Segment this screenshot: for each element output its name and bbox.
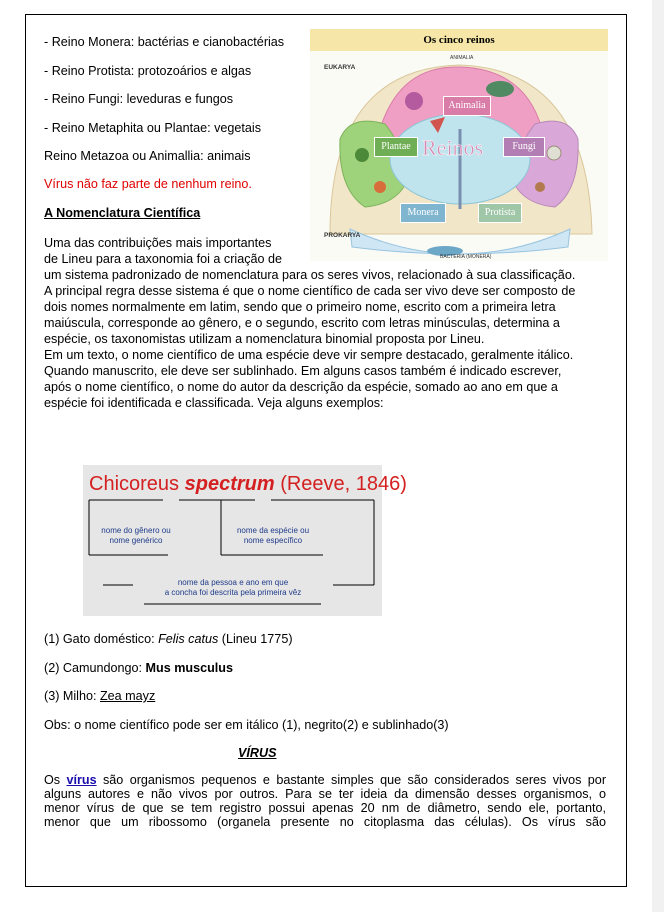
- genus-label: nome do gênero ou nome genérico: [101, 526, 171, 545]
- virus-heading: VÍRUS: [238, 746, 277, 760]
- label-fungi: Fungi: [503, 137, 545, 157]
- paragraph-line: Em um texto, o nome científico de uma espécie deve vir sempre destacado, geralmente itálico.: [44, 348, 574, 362]
- paragraph-line: espécie foi identificada e classificada. Veja alguns exemplos:: [44, 396, 384, 410]
- kingdoms-diagram: [310, 29, 608, 261]
- scrollbar[interactable]: [652, 0, 664, 912]
- label-monera: Monera: [400, 203, 446, 223]
- nomenclature-paragraph-narrow: [44, 235, 282, 267]
- sci-genus: Chicoreus: [89, 473, 180, 495]
- paragraph-line: Os vírus são organismos pequenos e bastante simples que são considerados seres vivos por: [44, 773, 607, 787]
- paragraph-line: dois nomes normalmente em latim, sendo que o primeiro nome, escrito com a primeira letra: [44, 300, 556, 314]
- paragraph-line: menor que um ribossomo (organela presente no citoplasma das células). Os vírus são: [44, 815, 606, 829]
- kingdom-animalia: Reino Metazoa ou Animallia: animais: [44, 149, 251, 163]
- animalia-caption: ANIMALIA: [450, 55, 474, 61]
- species-label: nome da espécie ou nome específico: [236, 526, 310, 545]
- kingdom-plantae: - Reino Metaphita ou Plantae: vegetais: [44, 121, 262, 135]
- paragraph-line: A principal regra desse sistema é que o nome científico de cada ser vivo deve ser composto de: [44, 284, 576, 298]
- bacteria-caption: BACTERIA (MONERA): [440, 254, 492, 260]
- paragraph-line: de Lineu para a taxonomia foi a criação de: [44, 252, 283, 266]
- obs-note: Obs: o nome científico pode ser em itálico (1), negrito(2) e sublinhado(3): [44, 718, 449, 732]
- label-animalia: Animalia: [443, 96, 491, 116]
- paragraph-line: alguns autores e não vivos por outros. Para se ter ideia da dimensão desses organismos, o: [44, 787, 606, 801]
- virus-paragraph: [44, 773, 606, 829]
- virus-link[interactable]: vírus: [66, 773, 97, 787]
- figure-title: Os cinco reinos: [310, 29, 608, 51]
- five-kingdoms-figure: [310, 29, 608, 261]
- label-plantae: Plantae: [374, 137, 418, 157]
- nomenclature-paragraph: [44, 267, 575, 411]
- example-3: (3) Milho: Zea mayz: [44, 689, 156, 703]
- paragraph-line: um sistema padronizado de nomenclatura para os seres vivos, relacionado à sua classificação.: [44, 268, 576, 282]
- paragraph-line: Quando manuscrito, ele deve ser sublinhado. Em alguns casos também é indicado escrever,: [44, 364, 562, 378]
- nomenclature-heading: A Nomenclatura Científica: [44, 206, 201, 220]
- virus-note: Vírus não faz parte de nenhum reino.: [44, 177, 252, 191]
- scientific-name-figure: [83, 465, 407, 616]
- sci-species: spectrum: [184, 473, 275, 495]
- kingdom-fungi: - Reino Fungi: leveduras e fungos: [44, 92, 234, 106]
- paragraph-line: após o nome científico, o nome do autor da descrição da espécie, somado ao ano em que a: [44, 380, 558, 394]
- label-protista: Protista: [478, 203, 522, 223]
- prokarya-label: PROKARYA: [324, 232, 361, 239]
- kingdom-protista: - Reino Protista: protozoários e algas: [44, 64, 252, 78]
- reinos-center-label: Reinos: [422, 135, 484, 160]
- author-label: nome da pessoa e ano em que a concha foi descrita pela primeira vêz: [133, 578, 333, 598]
- example-1: (1) Gato doméstico: Felis catus (Lineu 1775): [44, 632, 293, 646]
- eukarya-label: EUKARYA: [324, 64, 356, 71]
- paragraph-line: maiúscula, corresponde ao gênero, e o segundo, escrito com letras minúsculas, determina a: [44, 316, 560, 330]
- paragraph-line: menor vírus de que se tem registro possui apenas 20 nm de diâmetro, sendo ele, portanto,: [44, 801, 606, 815]
- example-2: (2) Camundongo: Mus musculus: [44, 661, 233, 675]
- paragraph-line: espécie, os taxonomistas utilizam a nomenclatura binomial proposta por Lineu.: [44, 332, 485, 346]
- sci-author: (Reeve, 1846): [280, 473, 407, 495]
- paragraph-line: Uma das contribuições mais importantes: [44, 236, 272, 250]
- kingdom-monera: - Reino Monera: bactérias e cianobactérias: [44, 35, 285, 49]
